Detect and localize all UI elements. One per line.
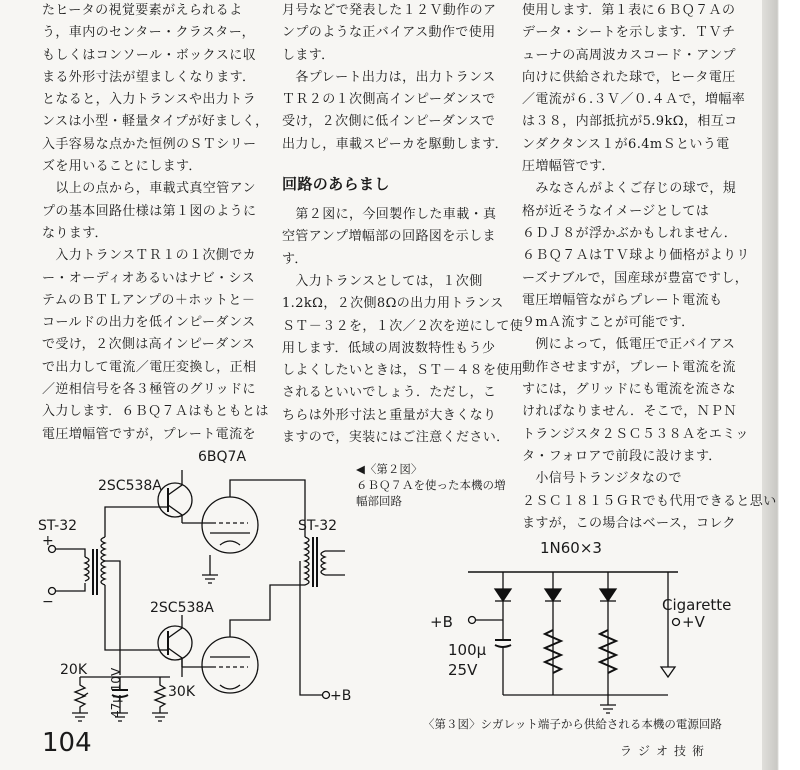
text-line: 入手容易な点かた恒例のＳＴシリー	[42, 136, 257, 152]
text-line: ければなりません．そこで，ＮＰＮ	[522, 404, 737, 420]
text-line: ／逆相信号を各３極管のグリッドに	[42, 382, 256, 398]
text-line: ／電流が６.３Ｖ／０.４Ａで，増幅率	[522, 92, 746, 108]
text-column-1	[42, 0, 269, 446]
label-res: 30K	[168, 684, 195, 700]
label-fig3-plusb: +B	[430, 613, 453, 631]
label-plus: +	[42, 533, 54, 549]
text-line: みなさんがよくご存じの球で，規	[522, 181, 737, 197]
text-line: 出力し，車載スピーカを駆動します．	[282, 136, 508, 152]
label-tube: 6BQ7A	[198, 449, 247, 465]
fig3-caption: 〈第３図〉シガレット端子から供給される本機の電源回路	[423, 717, 722, 731]
text-line: ンダクタンス１が6.4mＳという電	[522, 136, 730, 152]
text-line: テムのＢＴＬアンプの＋ホットと－	[42, 292, 256, 308]
text-line: まる外形寸法が望ましくなります．	[42, 69, 256, 85]
fig3-schematic	[448, 555, 728, 715]
text-line: 動作させますが，プレート電流を流	[522, 359, 736, 375]
text-line: 向けに供給された球で，ヒータ電圧	[522, 69, 736, 85]
text-line: ２ＳＣ１８１５ＧＲでも代用できると思い	[522, 493, 777, 509]
text-line: 以上の点から，車載式真空管アン	[42, 181, 256, 197]
page-number: 104	[42, 728, 92, 758]
text-line: ますが，この場合はベース，コレク	[522, 515, 736, 531]
text-line: タ・フォロアで前段に設けます．	[522, 448, 722, 464]
text-line: コールドの出力を低インピーダンス	[42, 315, 256, 331]
journal-name: ラジオ技術	[620, 744, 711, 758]
label-plusv: +V	[682, 613, 705, 631]
text-line: 例によって，低電圧で正バイアス	[522, 337, 736, 353]
text-line: で受け，２次側は高インピーダンス	[42, 337, 256, 353]
text-line: 月号などで発表した１２Ｖ動作のア	[282, 3, 497, 18]
section-heading: 回路のあらまし	[282, 175, 390, 194]
text-line: ーズナブルで，国産球が豊富ですし，	[522, 270, 749, 286]
text-line: 圧増幅管です．	[522, 159, 615, 175]
text-line: しよくしたいときは，ＳＴ－４８を使用	[282, 363, 524, 379]
text-line: されるといいでしょう．ただし，こ	[282, 385, 497, 401]
label-fig3-cap1: 100μ	[448, 641, 487, 659]
text-line: ますので，実装にはご注意ください．	[282, 430, 510, 446]
text-line: なります．	[42, 225, 108, 241]
label-fig3-cap2: 25V	[448, 661, 478, 679]
label-cap: 47μ 10V	[109, 667, 123, 718]
text-line: ６ＤＪ８が浮かぶかもしれません．	[522, 225, 738, 241]
label-st-right: ST-32	[298, 518, 338, 534]
text-line: 使用します．第１表に６ＢＱ７Ａの	[522, 3, 736, 18]
text-line: 空管アンプ増幅部の回路図を示しま	[282, 229, 496, 245]
label-vr: 20K	[60, 662, 87, 678]
text-line: ６ＢＱ７ＡはＴＶ球より価格がよりリ	[522, 248, 750, 264]
text-line: 小信号トランジタなので	[522, 471, 682, 487]
text-line: プの基本回路仕様は第１図のように	[42, 203, 257, 219]
fig2-caption-title: ◀〈第２図〉	[356, 462, 423, 476]
text-line: となると，入力トランスや出力トラ	[42, 92, 257, 108]
text-line: データ・シートを示します．ＴＶチ	[522, 25, 736, 41]
text-line: ＳＴ－３２を，１次／２次を逆にして使	[282, 318, 524, 334]
text-line: ズを用いることにします．	[42, 159, 202, 175]
text-line: ちらは外形寸法と重量が大きくなり	[282, 407, 497, 423]
text-line: 格が近そうなイメージとしては	[522, 203, 710, 219]
text-column-2	[282, 0, 523, 449]
fig2-caption-line: 幅部回路	[356, 494, 402, 508]
text-line: は３８，内部抵抗が5.9kΩ，相互コ	[522, 114, 738, 130]
text-line: ９mＡ流すことが可能です．	[522, 315, 695, 331]
label-minus: −	[42, 594, 54, 610]
text-line: ー・オーディオあるいはナビ・シス	[42, 270, 255, 286]
text-line: します．	[282, 47, 335, 63]
text-line: う，車内のセンター・クラスター，	[42, 25, 255, 41]
text-line: トランジスタ２ＳＣ５３８Ａをエミッ	[522, 426, 749, 442]
text-line: 用します．低域の周波数特性もう少	[282, 340, 496, 356]
text-line: ンプのような正バイアス動作で使用	[282, 25, 496, 41]
text-line: 入力トランスＴＲ１の１次側でカ	[42, 248, 257, 264]
label-plusb: +B	[330, 688, 352, 704]
text-line: で出力して電流／電圧変換し，正相	[42, 359, 257, 375]
text-column-3	[522, 0, 777, 535]
text-line: たヒータの視覚要素がえられるよ	[42, 3, 243, 18]
text-line: 電圧増幅管ですが，プレート電流を	[42, 426, 256, 442]
text-line: すには，グリッドにも電流を流さな	[522, 382, 736, 398]
text-line: 受け，２次側に低インピーダンスで	[282, 114, 496, 130]
text-line: ＴＲ２の１次側高インピーダンスで	[282, 92, 496, 108]
text-line: 1.2kΩ，２次側8Ωの出力用トランス	[282, 296, 504, 312]
text-line: 電圧増幅管ながらプレート電流も	[522, 292, 723, 308]
fig2-caption-line: ６ＢＱ７Ａを使った本機の増	[356, 478, 506, 492]
text-line: す．	[282, 251, 308, 267]
label-st-left: ST-32	[38, 518, 78, 534]
text-line: ューナの高周波カスコード・アンプ	[522, 47, 736, 63]
text-line: 第２図に，今回製作した車載・真	[282, 207, 497, 223]
label-tr1: 2SC538A	[98, 478, 162, 494]
text-line: ンスは小型・軽量タイプが好ましく，	[42, 114, 269, 130]
label-tr2: 2SC538A	[150, 600, 214, 616]
text-line: もしくはコンソール・ボックスに収	[42, 47, 257, 63]
text-line: 各プレート出力は，出力トランス	[282, 69, 496, 85]
label-cigarette: Cigarette	[662, 596, 732, 614]
text-line: 入力トランスとしては，１次側	[282, 273, 483, 289]
label-diodes: 1N60×3	[540, 539, 602, 557]
text-line: 入力します．６ＢＱ７Ａはもともとは	[42, 404, 269, 420]
